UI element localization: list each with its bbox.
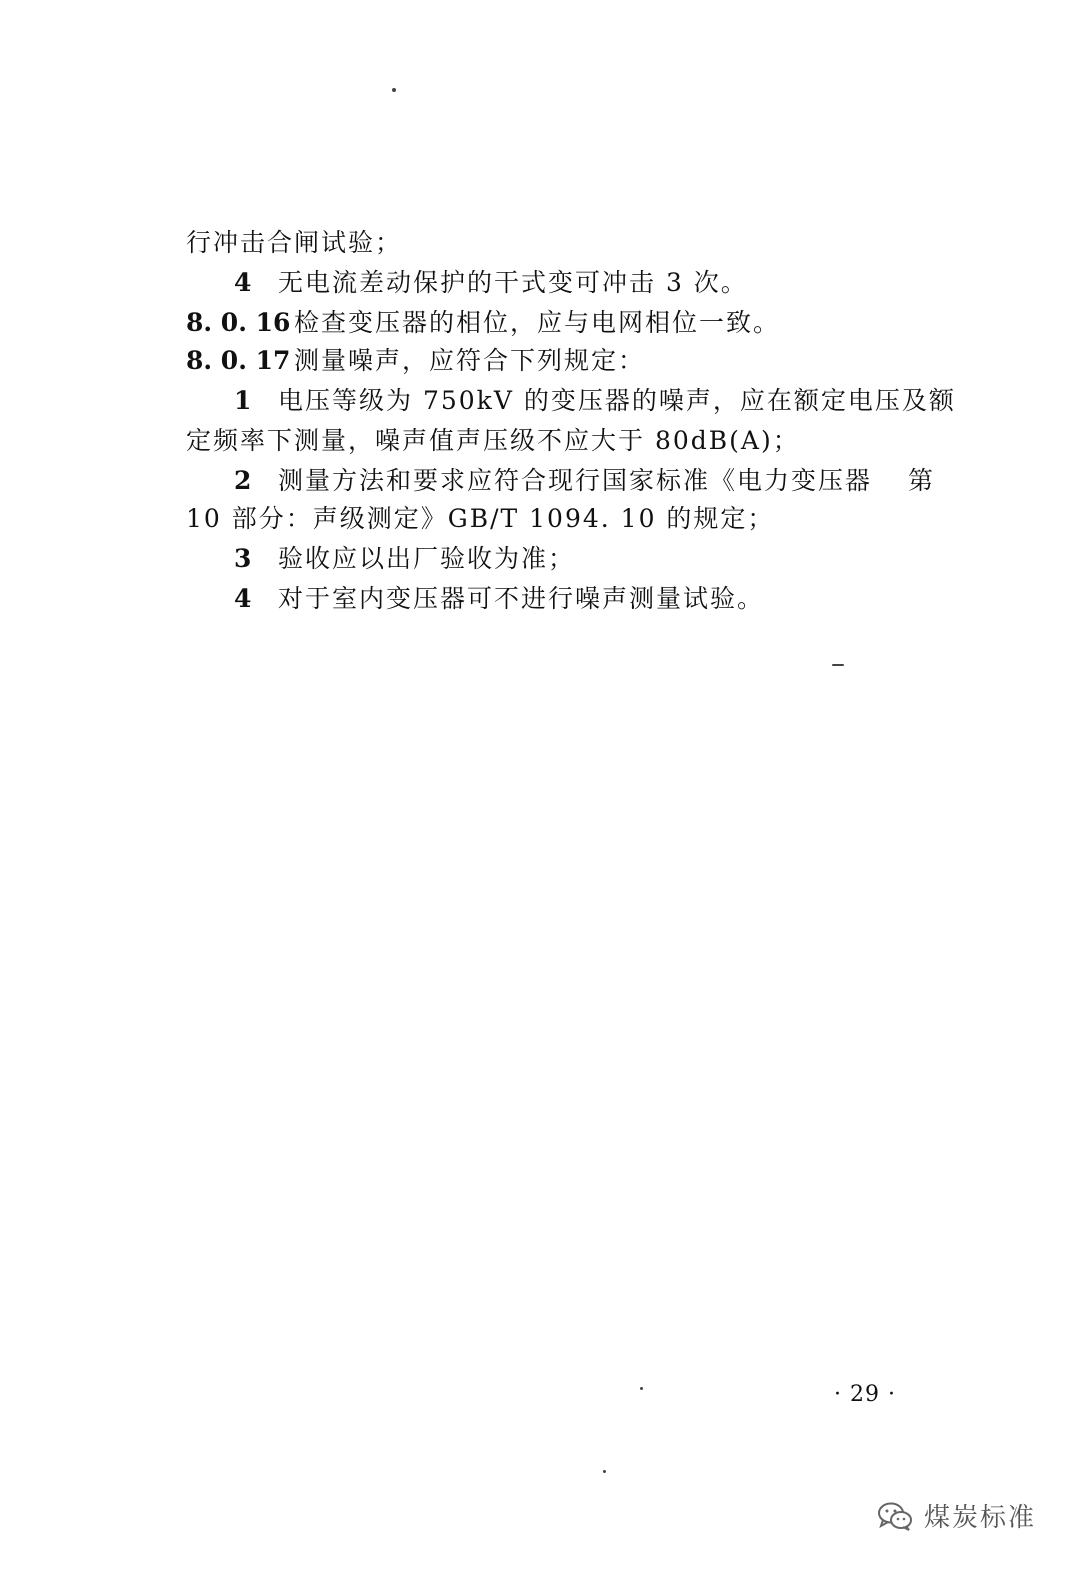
watermark (876, 1497, 1036, 1534)
item-text-end: 第 (908, 466, 936, 495)
list-item (234, 266, 748, 300)
item-number: 1 (234, 386, 252, 415)
scan-speck (832, 664, 844, 666)
clause-text: 检查变压器的相位，应与电网相位一致。 (294, 308, 781, 337)
item-text: 无电流差动保护的干式变可冲击 3 次。 (278, 268, 748, 297)
paragraph-line (186, 226, 402, 260)
clause-number: 8. 0. 16 (186, 308, 291, 337)
item-number: 2 (234, 466, 252, 495)
list-item (234, 464, 935, 498)
line-text: 行冲击合闸试验； (186, 228, 403, 257)
scan-speck (640, 1387, 643, 1390)
scan-speck (392, 88, 396, 92)
clause-text: 测量噪声，应符合下列规定： (294, 346, 646, 375)
paragraph-line (186, 502, 774, 536)
clause-heading (186, 306, 780, 340)
item-number: 4 (234, 584, 252, 613)
item-number: 4 (234, 268, 252, 297)
item-text: 电压等级为 750kV 的变压器的噪声，应在额定电压及额 (278, 386, 956, 415)
page-number: · 29 · (834, 1382, 896, 1407)
line-text: 10 部分：声级测定》GB/T 1094. 10 的规定； (186, 504, 775, 533)
watermark-text: 煤炭标准 (924, 1503, 1037, 1533)
item-text: 对于室内变压器可不进行噪声测量试验。 (278, 584, 765, 613)
item-text: 验收应以出厂验收为准； (278, 544, 576, 573)
clause-heading (186, 344, 645, 378)
clause-number: 8. 0. 17 (186, 346, 291, 375)
wechat-logo-icon (876, 1501, 914, 1531)
line-text: 定频率下测量，噪声值声压级不应大于 80dB(A)； (186, 426, 800, 455)
paragraph-line (186, 424, 800, 458)
item-number: 3 (234, 544, 252, 573)
list-item (234, 384, 956, 418)
scan-speck (603, 1470, 606, 1473)
list-item (234, 582, 764, 616)
list-item (234, 542, 575, 576)
item-text: 测量方法和要求应符合现行国家标准《电力变压器 (278, 466, 873, 495)
